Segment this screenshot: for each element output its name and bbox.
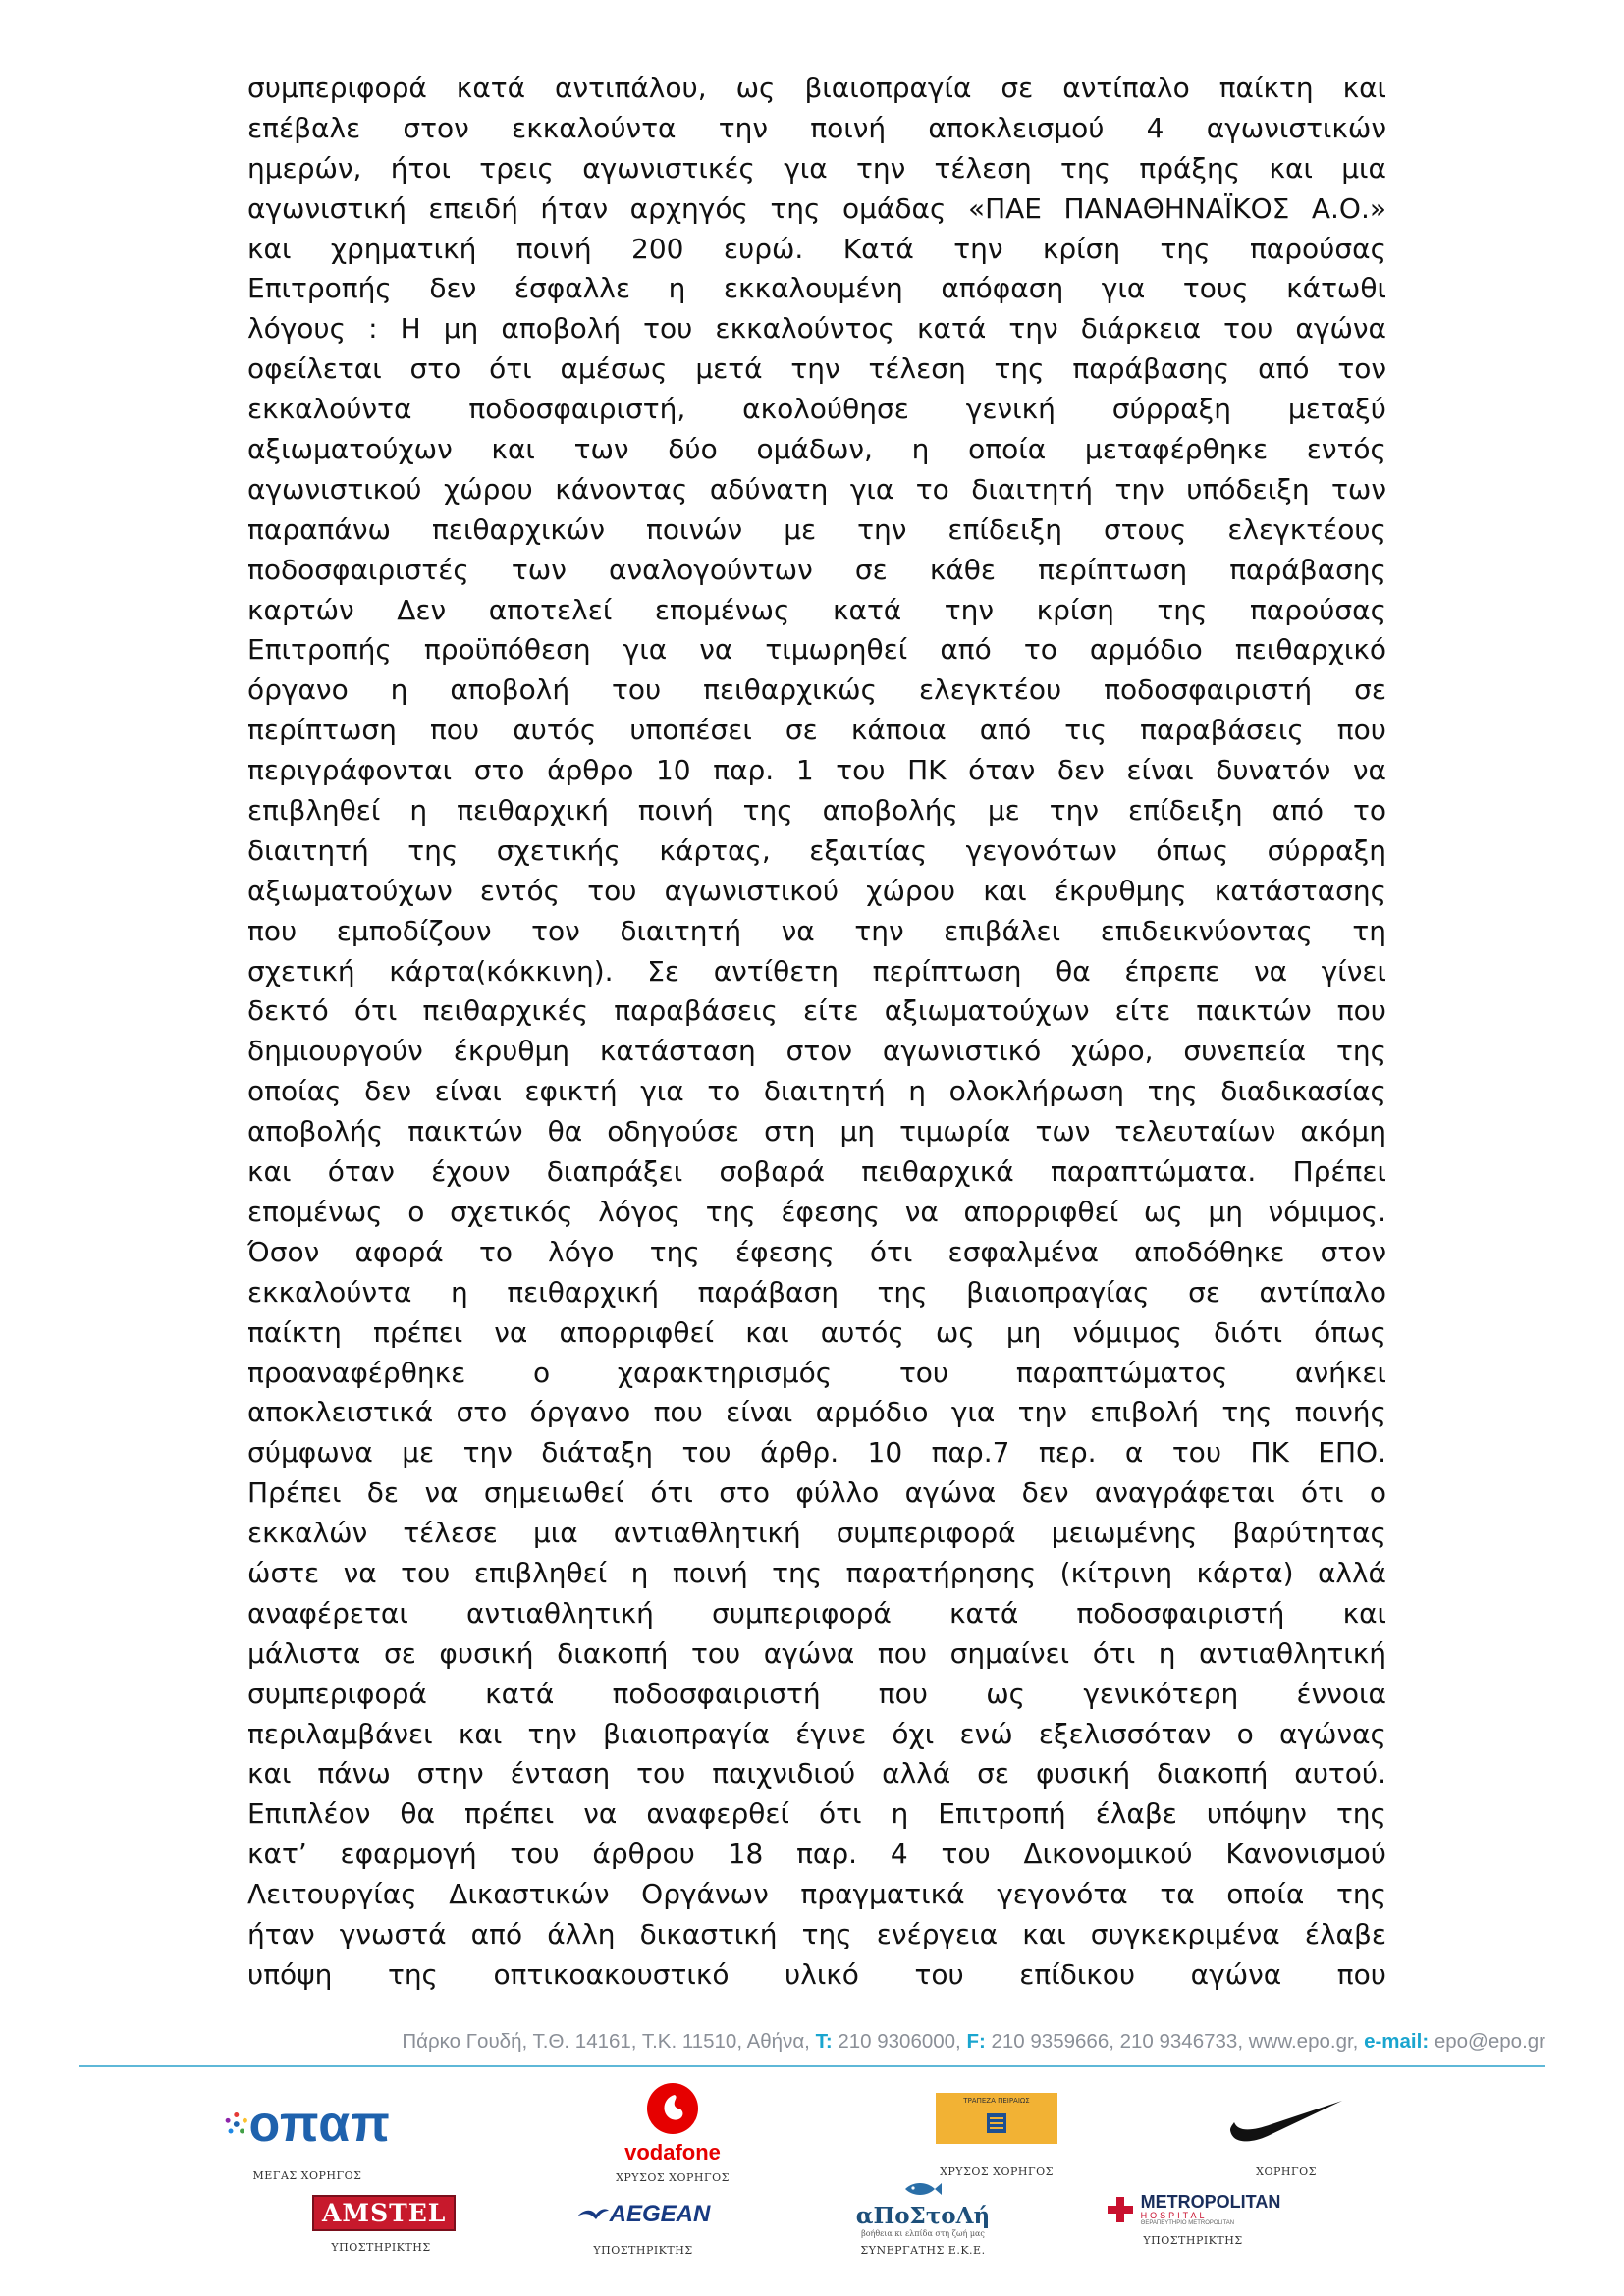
nike-caption: ΧΟΡΗΓΟΣ (1256, 2165, 1317, 2178)
sponsor-apostoli (825, 2179, 1021, 2257)
body-line: και όταν έχουν διαπράξει σοβαρά πειθαρχικά παραπτώματα. Πρέπει (247, 1155, 1386, 1189)
body-line: που εμποδίζουν τον διαιτητή να την επιβάλει επιδεικνύοντας τη (247, 914, 1386, 947)
body-line: λόγους : Η μη αποβολή του εκκαλούντος κατά την διάρκεια του αγώνα (247, 312, 1386, 346)
body-line: και χρηματική ποινή 200 ευρώ. Κατά την κρίση της παρούσας (247, 232, 1386, 265)
body-line: εκκαλών τέλεσε μια αντιαθλητική συμπεριφορά μειωμένης βαρύτητας (247, 1517, 1386, 1550)
email-label: e-mail: (1364, 2030, 1430, 2053)
body-line: και πάνω στην ένταση του παιχνιδιού αλλά σε φυσική διακοπή αυτού. (247, 1757, 1386, 1790)
body-line: κατ’ εφαρμογή του άρθρου 18 παρ. 4 του Δικονομικού Κανονισμού (247, 1838, 1386, 1871)
body-line: επομένως ο σχετικός λόγος της έφεσης να απορριφθεί ως μη νόμιμος. (247, 1195, 1386, 1228)
phone-value: 210 9306000, (832, 2030, 967, 2053)
body-line: προαναφέρθηκε ο χαρακτηρισμός του παραπτώματος ανήκει (247, 1356, 1386, 1389)
body-line: παραπάνω πειθαρχικών ποινών με την επίδειξη στους ελεγκτέους (247, 512, 1386, 546)
body-line: εκκαλούντα ποδοσφαιριστή, ακολούθησε γενική σύρραξη μεταξύ (247, 393, 1386, 426)
body-line: περιγράφονται στο άρθρο 10 παρ. 1 του ΠΚ όταν δεν είναι δυνατόν να (247, 754, 1386, 787)
sponsor-metropolitan (1100, 2193, 1286, 2247)
body-line: αποκλειστικά στο όργανο που είναι αρμόδιο για την επιβολή της ποινής (247, 1396, 1386, 1429)
opap-caption: ΜΕΓΑΣ ΧΟΡΗΓΟΣ (252, 2169, 362, 2182)
body-line: σχετική κάρτα(κόκκινη). Σε αντίθετη περίπτωση θα έπρεπε να γίνει (247, 954, 1386, 988)
body-line: παίκτη πρέπει να απορριφθεί και αυτός ως μη νόμιμος διότι όπως (247, 1315, 1386, 1349)
body-line: δεκτό ότι πειθαρχικές παραβάσεις είτε αξιωματούχων είτε παικτών που (247, 994, 1386, 1028)
sponsor-nike (1218, 2093, 1355, 2178)
body-line: οποίας δεν είναι εφικτή για το διαιτητή η ολοκλήρωση της διαδικασίας (247, 1075, 1386, 1108)
body-line: εκκαλούντα η πειθαρχική παράβαση της βιαιοπραγίας σε αντίπαλο (247, 1275, 1386, 1308)
nike-swoosh-icon (1228, 2093, 1344, 2148)
fax-value: 210 9359666, 210 9346733, www.epo.gr, (985, 2030, 1365, 2053)
sponsor-opap (224, 2085, 391, 2182)
metropolitan-sub2: ΘΕΡΑΠΕΥΤΗΡΙΟ METROPOLITAN (1140, 2220, 1235, 2226)
aegean-caption: ΥΠΟΣΤΗΡΙΚΤΗΣ (593, 2244, 693, 2257)
piraeus-logo (936, 2093, 1057, 2144)
body-line: συμπεριφορά κατά ποδοσφαιριστή που ως γενικότερη έννοια (247, 1677, 1386, 1710)
body-line: επέβαλε στον εκκαλούντα την ποινή αποκλεισμού 4 αγωνιστικών (247, 111, 1386, 144)
body-line: περιλαμβάνει και την βιαιοπραγία έγινε όχι ενώ εξελισσόταν ο αγώνας (247, 1717, 1386, 1750)
body-line: Πρέπει δε να σημειωθεί ότι στο φύλλο αγώνα δεν αναγράφεται ότι ο (247, 1476, 1386, 1510)
body-line: επιβληθεί η πειθαρχική ποινή της αποβολής με την επίδειξη από το (247, 794, 1386, 828)
body-line: όργανο η αποβολή του πειθαρχικώς ελεγκτέου ποδοσφαιριστή σε (247, 673, 1386, 707)
body-line: ημερών, ήτοι τρεις αγωνιστικές για την τέλεση της πράξης και μια (247, 151, 1386, 185)
piraeus-logo-text: ΤΡΑΠΕΖΑ ΠΕΙΡΑΙΩΣ (963, 2097, 1030, 2105)
apostoli-tagline: βοήθεια κι ελπίδα στη ζωή μας (861, 2229, 985, 2238)
body-line: σύμφωνα με την διάταξη του άρθρ. 10 παρ.7 περ. α του ΠΚ ΕΠΟ. (247, 1436, 1386, 1469)
contact-line (128, 2030, 1545, 2054)
body-line: διαιτητή της σχετικής κάρτας, εξαιτίας γεγονότων όπως σύρραξη (247, 833, 1386, 867)
metropolitan-logo-text: METROPOLITAN (1140, 2192, 1281, 2212)
body-line: ποδοσφαιριστές των αναλογούντων σε κάθε περίπτωση παράβασης (247, 553, 1386, 586)
body-line: οφείλεται στο ότι αμέσως μετά την τέλεση της παράβασης από τον (247, 352, 1386, 386)
body-line: Επιπλέον θα πρέπει να αναφερθεί ότι η Επιτροπή έλαβε υπόψην της (247, 1797, 1386, 1831)
metropolitan-caption: ΥΠΟΣΤΗΡΙΚΤΗΣ (1143, 2234, 1243, 2247)
opap-logo-text: οπαπ (248, 2096, 391, 2153)
sponsor-vodafone (599, 2081, 746, 2184)
sponsor-aegean (550, 2197, 736, 2257)
body-line: δημιουργούν έκρυθμη κατάσταση στον αγωνιστικό χώρο, συνεπεία της (247, 1035, 1386, 1068)
body-line: υπόψη της οπτικοακουστικό υλικό του επίδικου αγώνα που (247, 1957, 1386, 1991)
vodafone-caption: ΧΡΥΣΟΣ ΧΟΡΗΓΟΣ (616, 2171, 730, 2184)
phone-label: T: (815, 2030, 833, 2053)
piraeus-caption: ΧΡΥΣΟΣ ΧΟΡΗΓΟΣ (940, 2165, 1054, 2178)
footer-rule (79, 2065, 1545, 2067)
body-line: Επιτροπής προϋπόθεση για να τιμωρηθεί από το αρμόδιο πειθαρχικό (247, 633, 1386, 667)
vodafone-logo-icon (645, 2081, 700, 2136)
body-line: Όσον αφορά το λόγο της έφεσης ότι εσφαλμένα αποδόθηκε στον (247, 1235, 1386, 1268)
aegean-logo-text: AEGEAN (609, 2201, 711, 2227)
apostoli-fish-icon (903, 2179, 943, 2199)
sponsor-amstel (312, 2195, 450, 2254)
aegean-bird-icon (576, 2205, 610, 2224)
body-line: περίπτωση που αυτός υποπέσει σε κάποια από τις παραβάσεις που (247, 714, 1386, 747)
body-line: Λειτουργίας Δικαστικών Οργάνων πραγματικά γεγονότα τα οποία της (247, 1878, 1386, 1911)
body-line: συμπεριφορά κατά αντιπάλου, ως βιαιοπραγία σε αντίπαλο παίκτη και (247, 72, 1386, 104)
contact-address: Πάρκο Γουδή, Τ.Θ. 14161, Τ.Κ. 11510, Αθήνα, (402, 2030, 816, 2053)
body-line: μάλιστα σε φυσική διακοπή του αγώνα που σημαίνει ότι η αντιαθλητική (247, 1636, 1386, 1670)
apostoli-logo-text: αΠοΣτοΛή (855, 2203, 991, 2229)
body-line: καρτών Δεν αποτελεί επομένως κατά την κρίση της παρούσας (247, 593, 1386, 626)
vodafone-logo-text: vodafone (624, 2140, 721, 2164)
body-line: ήταν γνωστά από άλλη δικαστική της ενέργεια και συγκεκριμένα έλαβε (247, 1917, 1386, 1950)
apostoli-caption: ΣΥΝΕΡΓΑΤΗΣ Ε.Κ.Ε. (860, 2244, 986, 2257)
body-line: αξιωματούχων και των δύο ομάδων, η οποία μεταφέρθηκε εντός (247, 433, 1386, 466)
metropolitan-sub: HOSPITAL (1140, 2211, 1208, 2220)
document-body (247, 69, 1386, 1996)
opap-star-icon (224, 2094, 249, 2155)
piraeus-mark-icon (986, 2112, 1007, 2134)
metropolitan-cross-icon (1106, 2195, 1135, 2224)
amstel-logo-text: AMSTEL (312, 2195, 456, 2231)
body-line: αποβολής παικτών θα οδηγούσε στη μη τιμωρία των τελευταίων ακόμη (247, 1115, 1386, 1148)
body-line: ώστε να του επιβληθεί η ποινή της παρατήρησης (κίτρινη κάρτα) αλλά (247, 1556, 1386, 1589)
email-value: epo@epo.gr (1429, 2030, 1545, 2053)
body-line: αγωνιστική επειδή ήταν αρχηγός της ομάδας «ΠΑΕ ΠΑΝΑΘΗΝΑΪΚΟΣ Α.Ο.» (247, 191, 1386, 225)
body-line: αγωνιστικού χώρου κάνοντας αδύνατη για το διαιτητή την υπόδειξη των (247, 472, 1386, 506)
fax-label: F: (966, 2030, 986, 2053)
body-line: Επιτροπής δεν έσφαλλε η εκκαλουμένη απόφαση για τους κάτωθι (247, 272, 1386, 305)
sponsor-piraeus (923, 2093, 1070, 2178)
amstel-caption: ΥΠΟΣΤΗΡΙΚΤΗΣ (331, 2241, 431, 2254)
body-line: αξιωματούχων εντός του αγωνιστικού χώρου και έκρυθμης κατάστασης (247, 874, 1386, 907)
body-line: αναφέρεται αντιαθλητική συμπεριφορά κατά ποδοσφαιριστή και (247, 1596, 1386, 1629)
